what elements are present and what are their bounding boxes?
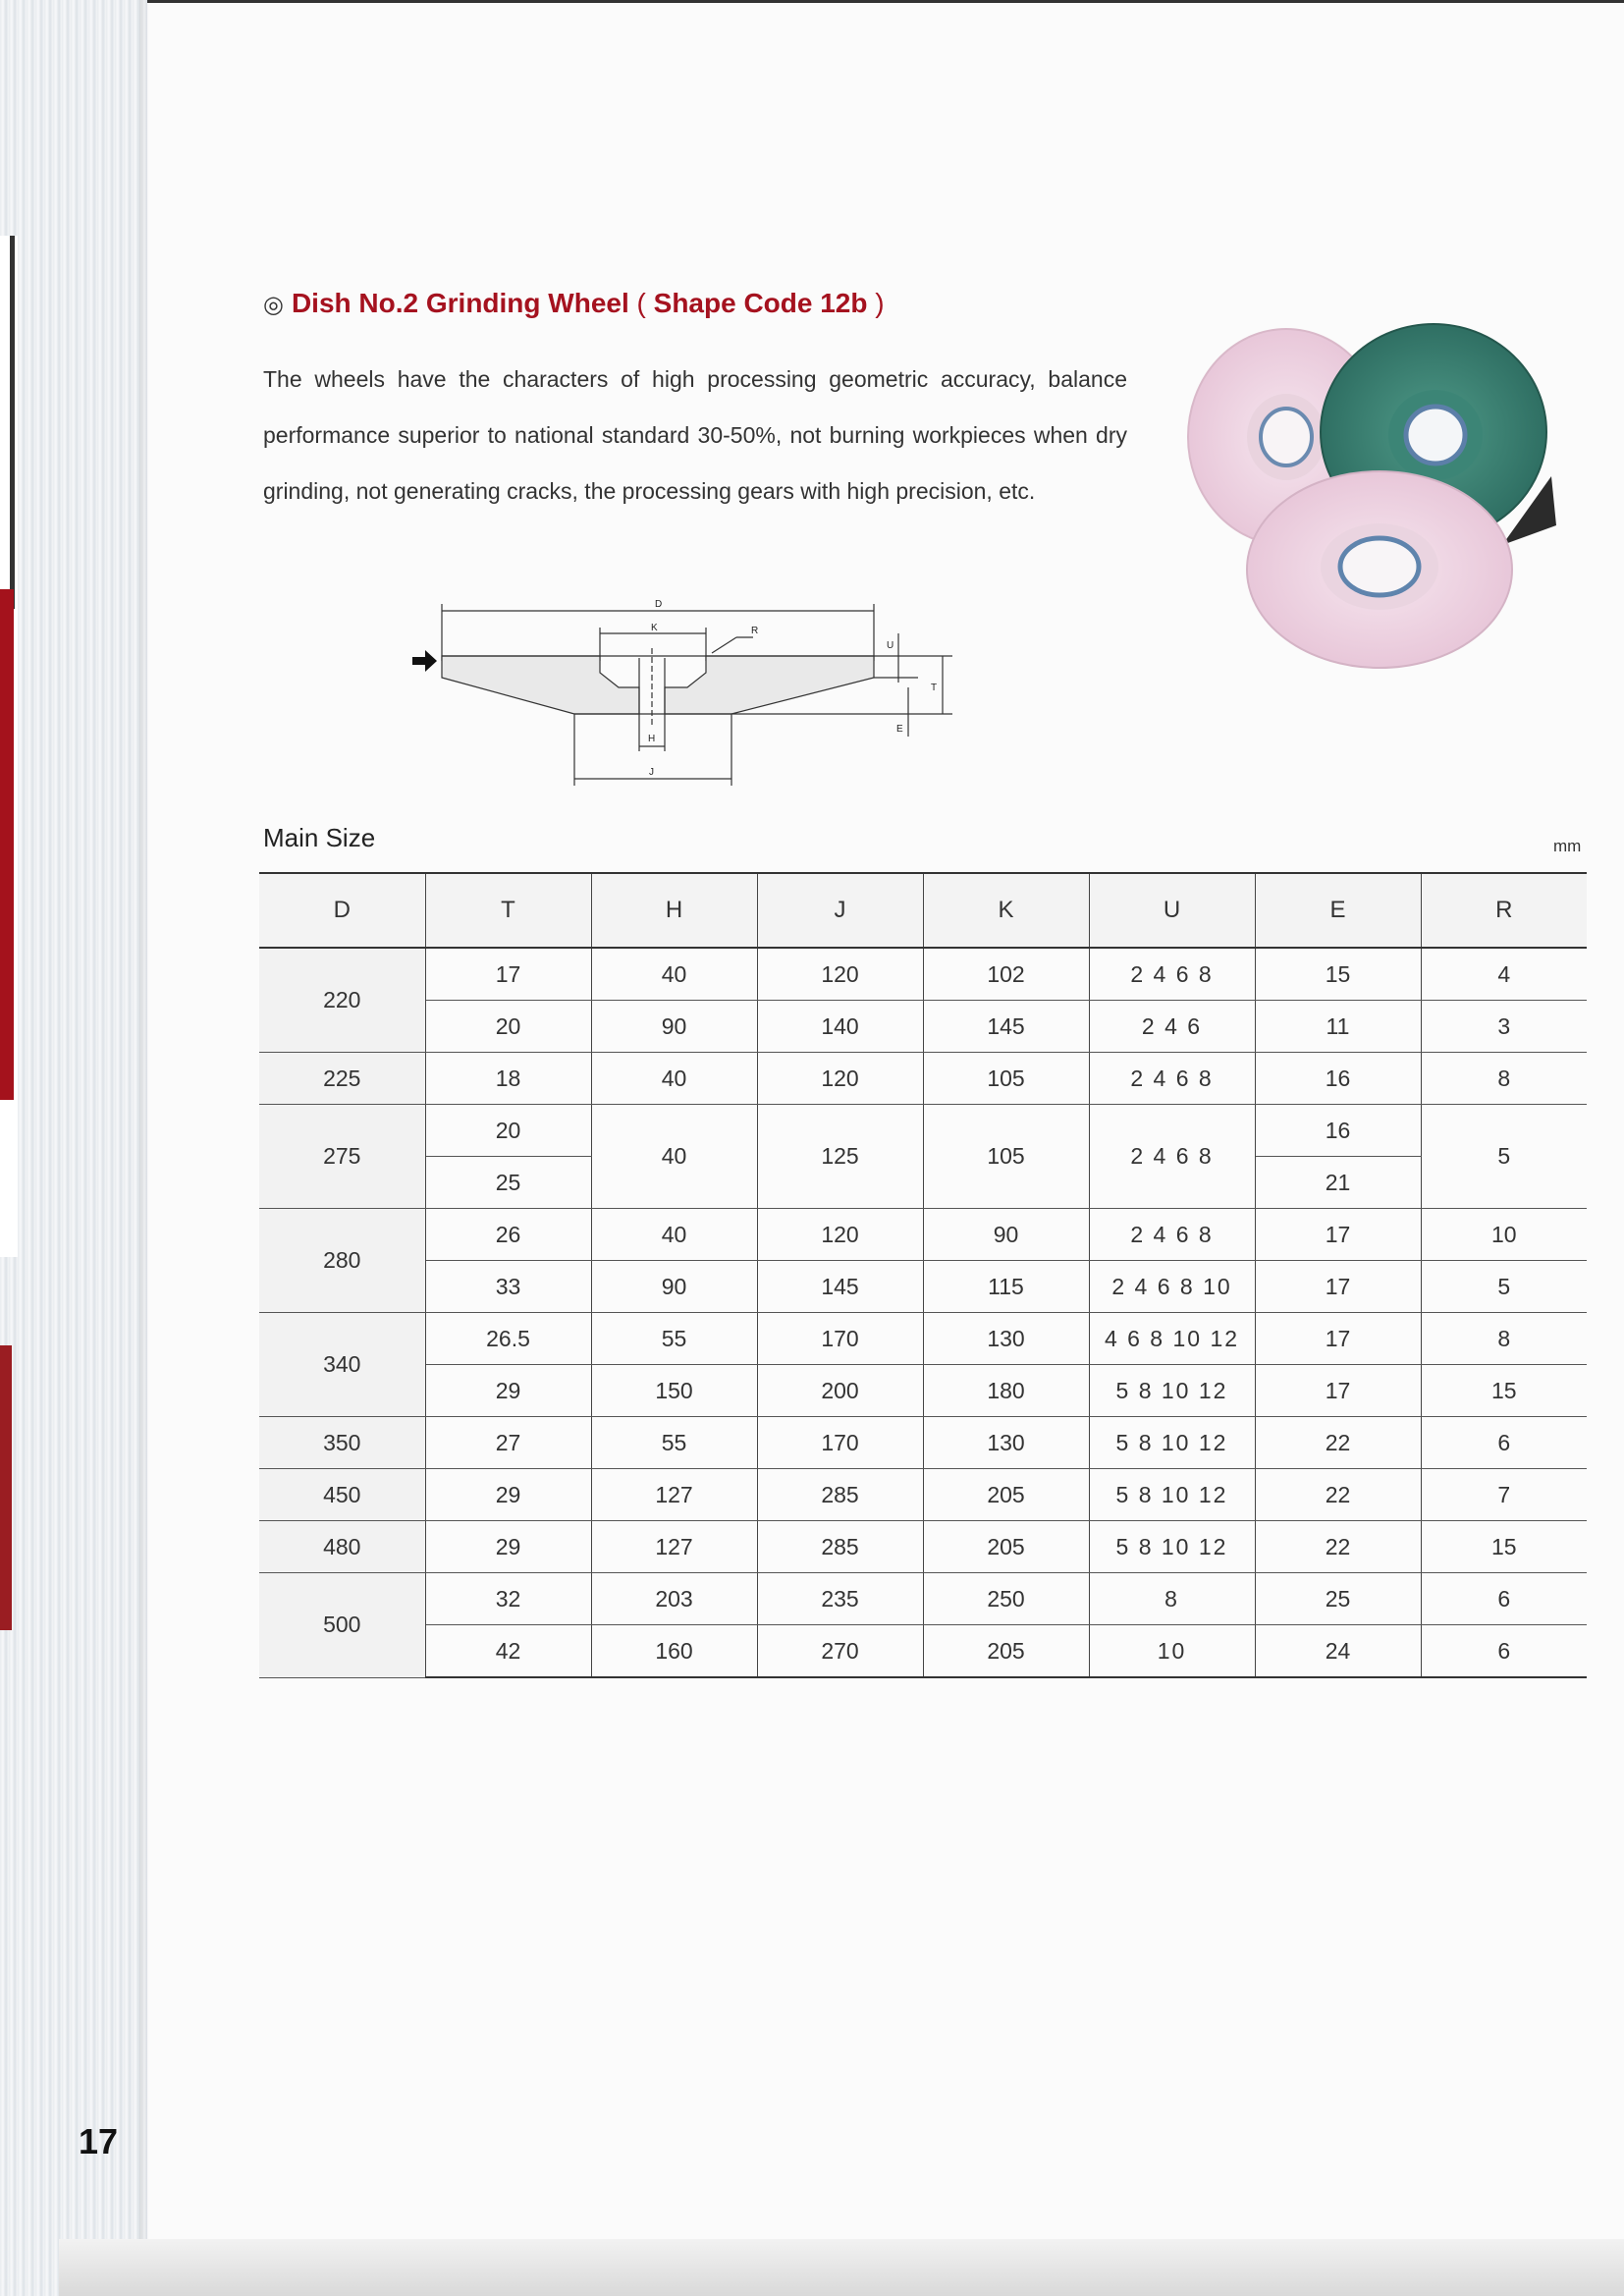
cell-e: 17 [1255,1313,1421,1365]
cell-j: 285 [757,1521,923,1573]
spine-dark-strip [10,236,15,609]
cell-k: 180 [923,1365,1089,1417]
cell-k: 105 [923,1105,1089,1209]
cell-r: 8 [1421,1053,1587,1105]
cell-r: 6 [1421,1417,1587,1469]
cell-e: 24 [1255,1625,1421,1678]
table-row [259,1105,1587,1157]
cell-k: 130 [923,1313,1089,1365]
cell-e: 22 [1255,1469,1421,1521]
cell-u: 5 8 10 12 [1089,1417,1255,1469]
table-row [259,1261,1587,1313]
cell-t: 20 [425,1001,591,1053]
cell-h: 55 [591,1417,757,1469]
table-header-row [259,873,1587,948]
cell-r: 8 [1421,1313,1587,1365]
cell-h: 127 [591,1469,757,1521]
col-header-k: K [923,873,1089,948]
cell-r: 10 [1421,1209,1587,1261]
col-header-r: R [1421,873,1587,948]
heading-shape-code: Shape Code 12b [653,288,868,318]
cell-u: 2 4 6 8 [1089,1209,1255,1261]
label-r: R [751,626,759,636]
cell-d: 350 [259,1417,425,1469]
cell-e: 15 [1255,948,1421,1001]
cell-j: 235 [757,1573,923,1625]
cell-j: 125 [757,1105,923,1209]
heading-paren-close: ) [875,288,885,318]
cell-r: 4 [1421,948,1587,1001]
cell-h: 40 [591,1105,757,1209]
page-number: 17 [79,2121,119,2161]
spine-shadow [139,0,149,2296]
cell-h: 40 [591,1209,757,1261]
arrow-icon [412,650,437,672]
cell-d: 225 [259,1053,425,1105]
cell-u: 2 4 6 8 [1089,1053,1255,1105]
cell-j: 170 [757,1417,923,1469]
cell-t: 27 [425,1417,591,1469]
cell-h: 40 [591,1053,757,1105]
cell-k: 90 [923,1209,1089,1261]
book-spine [0,0,147,2296]
label-t: T [931,683,938,693]
cell-k: 105 [923,1053,1089,1105]
cell-j: 285 [757,1469,923,1521]
cell-d: 480 [259,1521,425,1573]
table-row [259,1365,1587,1417]
cell-j: 145 [757,1261,923,1313]
cell-u: 2 4 6 8 [1089,948,1255,1001]
cell-t: 17 [425,948,591,1001]
cell-h: 160 [591,1625,757,1678]
cell-t: 29 [425,1365,591,1417]
cell-r: 15 [1421,1365,1587,1417]
cell-u: 2 4 6 [1089,1001,1255,1053]
table-row [259,1001,1587,1053]
label-k: K [651,623,658,633]
cell-k: 250 [923,1573,1089,1625]
table-row [259,1521,1587,1573]
cell-e: 25 [1255,1573,1421,1625]
cell-e: 17 [1255,1261,1421,1313]
table-row [259,1417,1587,1469]
cell-j: 120 [757,1209,923,1261]
page-bottom-edge [59,2239,1624,2296]
cell-j: 170 [757,1313,923,1365]
cell-j: 200 [757,1365,923,1417]
cell-d: 280 [259,1209,425,1313]
cell-t: 33 [425,1261,591,1313]
cell-e: 22 [1255,1521,1421,1573]
cell-t: 29 [425,1469,591,1521]
cell-t: 18 [425,1053,591,1105]
bullet-circle-icon: ◎ [263,292,284,318]
cell-k: 115 [923,1261,1089,1313]
cell-e: 22 [1255,1417,1421,1469]
label-u: U [887,640,894,651]
cell-t: 29 [425,1521,591,1573]
cell-h: 55 [591,1313,757,1365]
heading-title: Dish No.2 Grinding Wheel [291,288,629,318]
label-h: H [648,734,656,744]
cell-e: 17 [1255,1209,1421,1261]
cell-u: 10 [1089,1625,1255,1678]
label-e: E [896,724,903,735]
cell-k: 130 [923,1417,1089,1469]
cell-e: 16 [1255,1053,1421,1105]
cell-r: 5 [1421,1105,1587,1209]
table-row [259,1053,1587,1105]
cell-d: 450 [259,1469,425,1521]
cell-j: 140 [757,1001,923,1053]
cell-r: 15 [1421,1521,1587,1573]
spine-red-strip-lower [0,1345,12,1630]
cell-u: 2 4 6 8 [1089,1105,1255,1209]
col-header-j: J [757,873,923,948]
cell-r: 5 [1421,1261,1587,1313]
cell-u: 4 6 8 10 12 [1089,1313,1255,1365]
cell-u: 5 8 10 12 [1089,1365,1255,1417]
table-row [259,1313,1587,1365]
cell-t: 25 [425,1157,591,1209]
wheel-cross-section-diagram [407,594,977,791]
cell-u: 2 4 6 8 10 [1089,1261,1255,1313]
table-row [259,1625,1587,1678]
col-header-u: U [1089,873,1255,948]
cell-j: 270 [757,1625,923,1678]
cell-h: 127 [591,1521,757,1573]
cell-h: 40 [591,948,757,1001]
cell-e: 11 [1255,1001,1421,1053]
table-unit: mm [1553,837,1582,855]
cell-h: 203 [591,1573,757,1625]
cell-r: 6 [1421,1573,1587,1625]
cell-k: 102 [923,948,1089,1001]
cell-h: 90 [591,1261,757,1313]
label-j: J [649,767,654,778]
cell-h: 90 [591,1001,757,1053]
heading-paren-open: ( [636,288,646,318]
cell-d: 220 [259,948,425,1053]
label-d: D [655,599,663,610]
table-row [259,1573,1587,1625]
main-size-table [259,872,1587,1678]
col-header-t: T [425,873,591,948]
cell-t: 42 [425,1625,591,1678]
table-row [259,948,1587,1001]
cell-e: 17 [1255,1365,1421,1417]
cell-u: 5 8 10 12 [1089,1521,1255,1573]
cell-r: 6 [1421,1625,1587,1678]
cell-k: 205 [923,1521,1089,1573]
col-header-e: E [1255,873,1421,948]
cell-k: 205 [923,1469,1089,1521]
table-row [259,1209,1587,1261]
cell-u: 5 8 10 12 [1089,1469,1255,1521]
grinding-wheels-photo [1178,319,1561,673]
table-row [259,1469,1587,1521]
cell-j: 120 [757,948,923,1001]
cell-u: 8 [1089,1573,1255,1625]
cell-d: 340 [259,1313,425,1417]
col-header-d: D [259,873,425,948]
cell-t: 20 [425,1105,591,1157]
cell-d: 275 [259,1105,425,1209]
cell-k: 205 [923,1625,1089,1678]
product-description: The wheels have the characters of high processing geometric accuracy, balance performance superior to national standard 30-50%, not burning workpieces when dry grinding, not generating cracks, the processing gears with high precision, etc. [263,366,1127,504]
table-title: Main Size [263,823,376,852]
spine-red-strip [0,589,14,1100]
cell-e: 16 [1255,1105,1421,1157]
cell-r: 7 [1421,1469,1587,1521]
cell-k: 145 [923,1001,1089,1053]
top-border [147,0,1624,3]
cell-j: 120 [757,1053,923,1105]
cell-t: 32 [425,1573,591,1625]
col-header-h: H [591,873,757,948]
cell-r: 3 [1421,1001,1587,1053]
cell-d: 500 [259,1573,425,1678]
cell-e: 21 [1255,1157,1421,1209]
cell-t: 26 [425,1209,591,1261]
section-heading [263,288,885,319]
cell-h: 150 [591,1365,757,1417]
cell-t: 26.5 [425,1313,591,1365]
